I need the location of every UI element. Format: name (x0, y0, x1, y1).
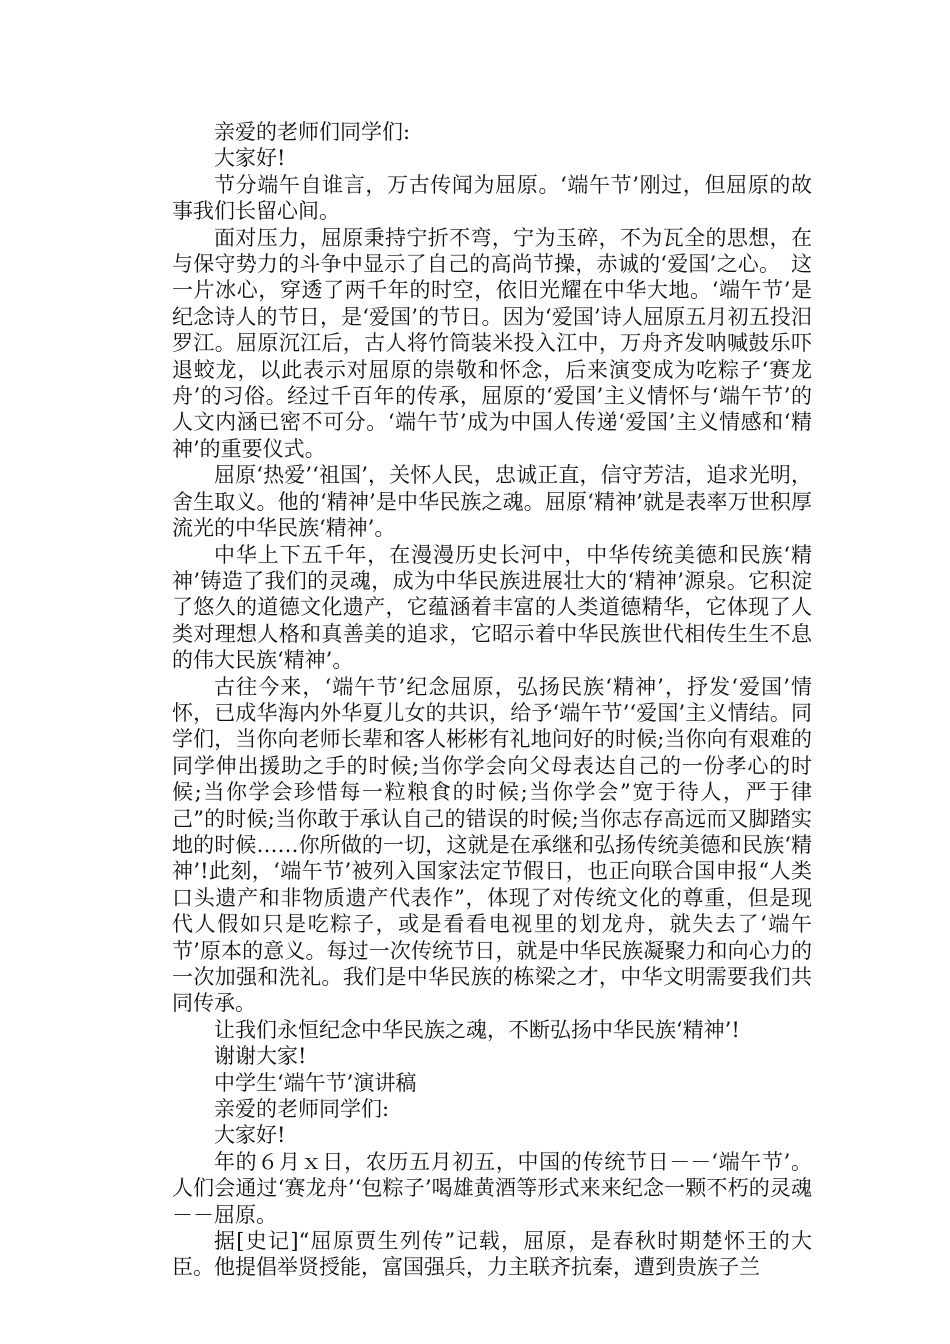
paragraph-greeting: 大家好! (214, 1123, 286, 1148)
document-body (172, 119, 812, 1281)
paragraph: 据[史记]“屈原贾生列传”记载，屈原，是春秋时期楚怀王的大臣。他提倡举贤授能，富国强兵，力主联齐抗秦，遭到贵族子兰 (172, 1229, 812, 1280)
paragraph-salutation: 亲爱的老师们同学们: (214, 120, 411, 144)
paragraph-salutation: 亲爱的老师同学们: (214, 1097, 390, 1122)
paragraph: 面对压力，屈原秉持宁折不弯，宁为玉碎，不为瓦全的思想，在与保守势力的斗争中显示了自己的高尚节操，赤诚的‘爱国’之心。 这一片冰心，穿透了两千年的时空，依旧光耀在中华大地。‘端午节’是纪念诗人的节日，是‘爱国’的节日。因为‘爱国’诗人屈原五月初五投汨罗江。屈原沉江后，古人将竹筒装米投入江中，万舟齐发呐喊鼓乐吓退蛟龙，以此表示对屈原的崇敬和怀念，后来演变成为吃粽子‘赛龙舟’的习俗。经过千百年的传承，屈原的‘爱国’主义情怀与‘端午节’的人文内涵已密不可分。‘端午节’成为中国人传递‘爱国’主义情感和‘精神’的重要仪式。 (172, 225, 812, 461)
paragraph: 节分端午自谁言，万古传闻为屈原。‘端午节’刚过，但屈原的故事我们长留心间。 (172, 172, 812, 224)
paragraph: 古往今来，‘端午节’纪念屈原，弘扬民族‘精神’，抒发‘爱国’情怀，已成华海内外华夏儿女的共识，给予‘端午节’‘爱国’主义情结。同学们，当你向老师长辈和客人彬彬有礼地问好的时候;当你向有艰难的同学伸出援助之手的时候;当你学会向父母表达自己的一份孝心的时候;当你学会珍惜每一粒粮食的时候;当你学会”宽于待人，严于律己”的时候;当你敢于承认自己的错误的时候;当你志存高远而又脚踏实地的时候……你所做的一切，这就是在承继和弘扬传统美德和民族‘精神’!此刻，‘端午节’被列入国家法定节假日，也正向联合国申报“人类口头遗产和非物质遗产代表作”，体现了对传统文化的尊重，但是现代人假如只是吃粽子，或是看看电视里的划龙舟，就失去了‘端午节’原本的意义。每过一次传统节日，就是中华民族凝聚力和向心力的一次加强和洗礼。我们是中华民族的栋梁之才，中华文明需要我们共同传承。 (172, 674, 812, 1016)
paragraph-thanks: 谢谢大家! (214, 1044, 307, 1069)
paragraph: 中华上下五千年，在漫漫历史长河中，中华传统美德和民族‘精神’铸造了我们的灵魂，成为中华民族进展壮大的‘精神’源泉。它积淀了悠久的道德文化遗产，它蕴涵着丰富的人类道德精华，它体现了人类对理想人格和真善美的追求，它昭示着中华民族世代相传生生不息的伟大民族‘精神’。 (172, 542, 812, 673)
section-title: 中学生‘端午节’演讲稿 (214, 1070, 417, 1095)
paragraph: 屈原‘热爱’‘祖国’，关怀人民，忠诚正直，信守芳洁，追求光明，舍生取义。他的‘精神’是中华民族之魂。屈原‘精神’就是表率万世积厚流光的中华民族‘精神’。 (172, 463, 812, 541)
paragraph: 让我们永恒纪念中华民族之魂，不断弘扬中华民族‘精神’! (214, 1017, 740, 1042)
paragraph-greeting: 大家好! (214, 146, 286, 171)
paragraph: 年的６月ｘ日，农历五月初五，中国的传统节日－－‘端午节’。人们会通过‘赛龙舟’‘包粽子’喝雄黄酒等形式来来纪念一颗不朽的灵魂－－屈原。 (172, 1149, 812, 1227)
